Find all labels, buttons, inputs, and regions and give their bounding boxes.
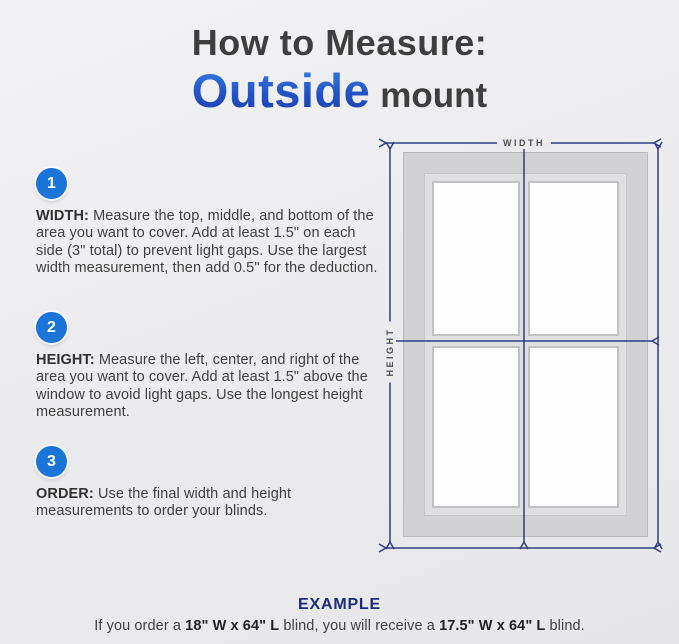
height-dimension-label: HEIGHT (384, 321, 396, 382)
window-pane-top-left (432, 181, 520, 336)
step-2-number-badge (36, 312, 67, 343)
example-title: EXAMPLE (298, 596, 381, 613)
step-3-label: ORDER: (36, 486, 94, 502)
example-footer (0, 596, 679, 634)
title-suffix: mount (380, 75, 488, 115)
step-1-label: WIDTH: (36, 208, 89, 224)
example-mid: blind, you will receive a (279, 618, 440, 634)
example-received-size: 17.5" W x 64" L (439, 618, 546, 634)
width-dimension-label: WIDTH (497, 137, 551, 149)
window-pane-bottom-right (528, 346, 619, 508)
step-2-label: HEIGHT: (36, 352, 95, 368)
example-sentence (0, 618, 679, 634)
step-3-body: Use the final width and height measurements to order your blinds. (36, 486, 292, 520)
step-2 (36, 312, 378, 422)
step-1-number: 1 (47, 174, 56, 192)
window-pane-top-right (528, 181, 619, 336)
step-3 (36, 446, 378, 521)
step-3-number: 3 (47, 452, 56, 470)
step-1-number-badge (36, 168, 67, 199)
step-1-body: Measure the top, middle, and bottom of the area you want to cover. Add at least 1.5" on each side (3" total) to prevent light gaps. Use the largest width measurement, then add 0.5" for the deduction. (36, 208, 378, 277)
example-ordered-size: 18" W x 64" L (185, 618, 280, 634)
step-1-text (36, 208, 378, 278)
title-line1: How to Measure: (191, 22, 488, 63)
title-highlight: Outside (191, 63, 371, 117)
page-title (0, 24, 679, 115)
step-2-body: Measure the left, center, and right of the area you want to cover. Add at least 1.5" above the window to avoid light gaps. Use the longest height measurement. (36, 352, 368, 421)
step-2-text (36, 352, 378, 422)
title-line2 (0, 63, 679, 117)
example-post: blind. (545, 618, 585, 634)
step-2-number: 2 (47, 318, 56, 336)
example-pre: If you order a (94, 618, 186, 634)
step-3-text (36, 486, 378, 521)
step-3-number-badge (36, 446, 67, 477)
step-1 (36, 168, 378, 278)
window-pane-bottom-left (432, 346, 520, 508)
